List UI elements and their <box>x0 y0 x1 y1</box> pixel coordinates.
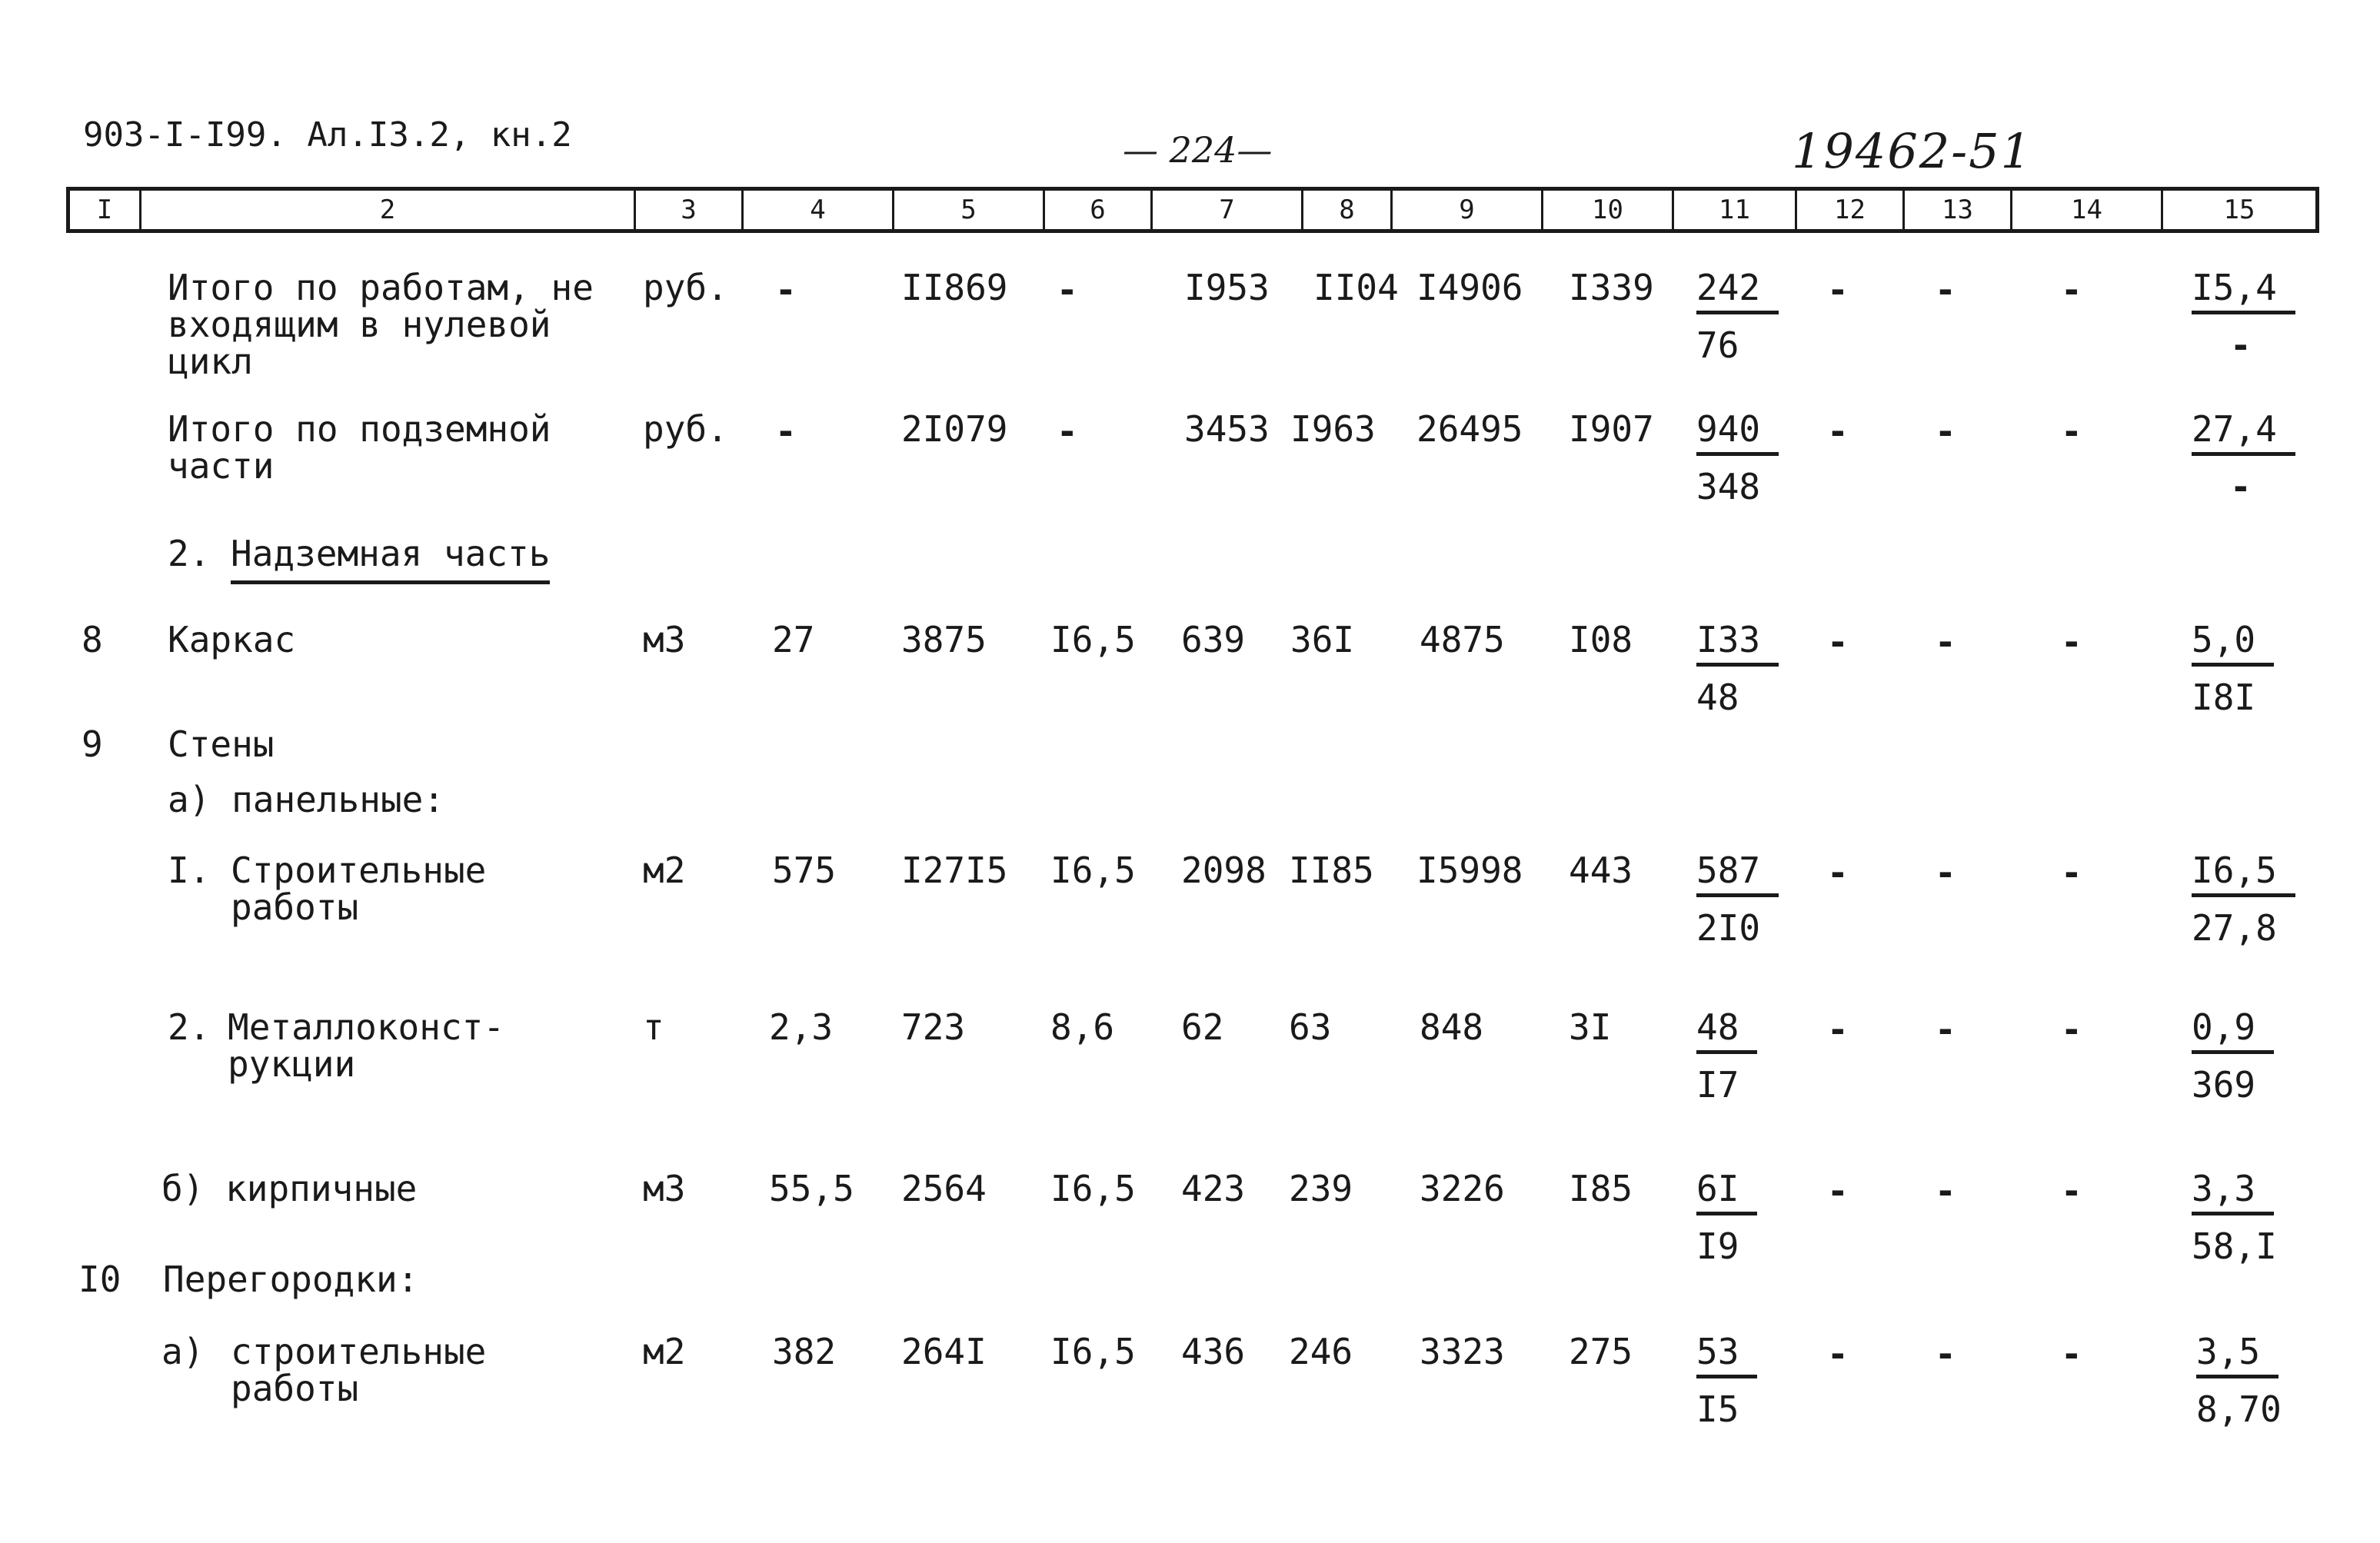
row-c11-denominator: 48 <box>1696 677 1739 718</box>
column-number: 5 <box>894 191 1045 229</box>
row-c11-fraction <box>1696 408 1779 507</box>
row-c6: I6,5 <box>1050 850 1136 891</box>
row-c10: I08 <box>1569 619 1633 660</box>
row-c5: I27I5 <box>901 850 1008 891</box>
row-c4: 575 <box>772 850 837 891</box>
column-number: 4 <box>744 191 894 229</box>
row-c15-numerator: I5,4 <box>2192 269 2295 314</box>
row-c12: - <box>1827 269 1849 311</box>
section-number: 2. <box>168 533 211 574</box>
row-c6: I6,5 <box>1050 1168 1136 1209</box>
row-c15-fraction <box>2192 621 2274 716</box>
row-c7: 423 <box>1181 1168 1246 1209</box>
row-c8: 36I <box>1290 619 1355 660</box>
row-c14: - <box>2061 269 2082 311</box>
row-c12: - <box>1827 1170 1849 1212</box>
row-c13: - <box>1935 1009 1956 1050</box>
row-c14: - <box>2061 1009 2082 1050</box>
row-name: Строительные работы <box>231 850 487 928</box>
row-c6: - <box>1057 269 1078 311</box>
row-c15-denominator: - <box>2230 324 2252 366</box>
row-c8: 63 <box>1289 1006 1332 1048</box>
row-c13: - <box>1935 411 1956 452</box>
row-c14: - <box>2061 621 2082 663</box>
row-name: Итого по работам, не входящим в нулевой цикл <box>168 267 594 382</box>
column-number: 12 <box>1797 191 1905 229</box>
row-c11-denominator: 348 <box>1696 466 1761 507</box>
row-c8: 239 <box>1289 1168 1353 1209</box>
row-c13: - <box>1935 269 1956 311</box>
row-c15-fraction <box>2192 408 2295 507</box>
row-item-marker: 2. <box>168 1006 211 1048</box>
row-c11-fraction <box>1696 1006 1757 1106</box>
row-c12: - <box>1827 411 1849 452</box>
row-name: Металлоконст- рукции <box>228 1006 505 1085</box>
row-c4: 2,3 <box>769 1006 834 1048</box>
row-c13: - <box>1935 852 1956 893</box>
row-c9: 26495 <box>1416 408 1523 450</box>
row-unit: м3 <box>643 619 686 660</box>
inventory-number: 19462-51 <box>1792 123 2033 179</box>
row-name: б) кирпичные <box>161 1168 418 1209</box>
row-c11-numerator: 6I <box>1696 1170 1757 1215</box>
row-c11-fraction <box>1696 621 1779 716</box>
row-c15-numerator: 27,4 <box>2192 411 2295 456</box>
row-c15-fraction <box>2192 269 2295 364</box>
row-c11-numerator: 53 <box>1696 1333 1757 1378</box>
row-c5: 2I079 <box>901 408 1008 450</box>
row-c7: I953 <box>1184 267 1270 308</box>
row-c11-numerator: 48 <box>1696 1009 1757 1054</box>
row-c11-denominator: I9 <box>1696 1225 1739 1267</box>
row-c10: 275 <box>1569 1331 1633 1372</box>
section-title: Надземная часть <box>231 533 550 584</box>
row-c11-denominator: I7 <box>1696 1064 1739 1106</box>
row-c5: 3875 <box>901 619 987 660</box>
row-c6: I6,5 <box>1050 619 1136 660</box>
row-c10: I339 <box>1569 267 1654 308</box>
row-c15-numerator: 3,5 <box>2196 1333 2278 1378</box>
column-number: 2 <box>141 191 636 229</box>
row-c15-fraction <box>2192 1006 2274 1106</box>
row-unit: м2 <box>643 1331 686 1372</box>
row-c8: I963 <box>1290 408 1376 450</box>
row-c15-denominator: 8,70 <box>2196 1388 2282 1430</box>
row-c4: - <box>775 269 797 311</box>
row-c11-numerator: 587 <box>1696 852 1779 897</box>
row-c11-numerator: I33 <box>1696 621 1779 667</box>
row-c14: - <box>2061 411 2082 452</box>
column-number: 8 <box>1303 191 1393 229</box>
row-c6: I6,5 <box>1050 1331 1136 1372</box>
row-c11-fraction <box>1696 1170 1757 1265</box>
row-c12: - <box>1827 621 1849 663</box>
row-c8: 246 <box>1289 1331 1353 1372</box>
row-item-marker: I. <box>168 850 211 891</box>
column-number: 11 <box>1674 191 1797 229</box>
row-c15-numerator: 5,0 <box>2192 621 2274 667</box>
row-c5: 264I <box>901 1331 987 1372</box>
row-c8: II04 <box>1313 267 1399 308</box>
subsection-text: а) панельные: <box>168 779 445 820</box>
row-c14: - <box>2061 1170 2082 1212</box>
column-number: 10 <box>1543 191 1674 229</box>
row-c7: 436 <box>1181 1331 1246 1372</box>
row-unit: т <box>643 1006 664 1048</box>
row-c11-denominator: I5 <box>1696 1388 1739 1430</box>
row-c4: 55,5 <box>769 1168 854 1209</box>
column-number: I <box>70 191 141 229</box>
row-c12: - <box>1827 1009 1849 1050</box>
row-c15-fraction <box>2196 1333 2282 1428</box>
row-c10: I85 <box>1569 1168 1633 1209</box>
row-c11-numerator: 940 <box>1696 411 1779 456</box>
row-item-marker: а) <box>161 1331 205 1372</box>
row-c7: 62 <box>1181 1006 1224 1048</box>
row-number: 9 <box>82 723 103 765</box>
row-c13: - <box>1935 1333 1956 1375</box>
row-c15-denominator: I8I <box>2192 677 2256 718</box>
row-number: I0 <box>78 1259 121 1300</box>
row-c4: - <box>775 411 797 452</box>
row-c15-numerator: 0,9 <box>2192 1009 2274 1054</box>
row-c10: 443 <box>1569 850 1633 891</box>
row-c4: 27 <box>772 619 815 660</box>
row-c4: 382 <box>772 1331 837 1372</box>
row-c5: 2564 <box>901 1168 987 1209</box>
row-c9: 848 <box>1420 1006 1484 1048</box>
row-c9: I5998 <box>1416 850 1523 891</box>
column-number: 3 <box>636 191 744 229</box>
row-unit: м3 <box>643 1168 686 1209</box>
document-code: 903-I-I99. Ал.I3.2, кн.2 <box>83 115 572 155</box>
row-c11-fraction <box>1696 850 1779 949</box>
column-number: 9 <box>1393 191 1543 229</box>
row-c9: 3226 <box>1420 1168 1505 1209</box>
column-number: 6 <box>1045 191 1153 229</box>
row-unit: м2 <box>643 850 686 891</box>
row-c8: II85 <box>1289 850 1374 891</box>
row-c12: - <box>1827 852 1849 893</box>
column-number: 15 <box>2223 195 2255 225</box>
row-c9: I4906 <box>1416 267 1523 308</box>
row-c15-fraction <box>2192 850 2295 949</box>
row-c13: - <box>1935 1170 1956 1212</box>
row-c10: 3I <box>1569 1006 1612 1048</box>
row-c15-denominator: 27,8 <box>2192 907 2277 949</box>
column-number: 14 <box>2012 191 2163 229</box>
row-c9: 3323 <box>1420 1331 1505 1372</box>
row-c10: I907 <box>1569 408 1654 450</box>
row-c5: II869 <box>901 267 1008 308</box>
row-c15-numerator: I6,5 <box>2192 852 2295 897</box>
row-c11-numerator: 242 <box>1696 269 1779 314</box>
row-c11-denominator: 76 <box>1696 324 1739 366</box>
row-c11-fraction <box>1696 269 1779 364</box>
row-number: 8 <box>82 619 103 660</box>
row-c14: - <box>2061 852 2082 893</box>
row-c9: 4875 <box>1420 619 1505 660</box>
column-number-header <box>66 187 2319 233</box>
row-unit: руб. <box>643 267 728 308</box>
column-number: 7 <box>1153 191 1303 229</box>
row-c15-numerator: 3,3 <box>2192 1170 2274 1215</box>
row-c15-denominator: - <box>2230 466 2252 507</box>
row-c13: - <box>1935 621 1956 663</box>
row-c7: 639 <box>1181 619 1246 660</box>
row-name: Стены <box>168 723 275 765</box>
row-unit: руб. <box>643 408 728 450</box>
row-c11-fraction <box>1696 1333 1757 1428</box>
row-c6: 8,6 <box>1050 1006 1115 1048</box>
row-name: Итого по подземной части <box>168 408 551 487</box>
row-c15-denominator: 369 <box>2192 1064 2256 1106</box>
row-c15-fraction <box>2192 1170 2277 1265</box>
row-c14: - <box>2061 1333 2082 1375</box>
row-name: строительные работы <box>231 1331 487 1409</box>
column-number: 13 <box>1905 191 2012 229</box>
row-c12: - <box>1827 1333 1849 1375</box>
row-c11-denominator: 2I0 <box>1696 907 1761 949</box>
row-c7: 2098 <box>1181 850 1267 891</box>
row-c7: 3453 <box>1184 408 1270 450</box>
row-name: Каркас <box>168 619 296 660</box>
page-number: — 224— <box>1123 129 1273 171</box>
row-c5: 723 <box>901 1006 966 1048</box>
row-name: Перегородки: <box>163 1259 419 1300</box>
row-c15-denominator: 58,I <box>2192 1225 2277 1267</box>
row-c6: - <box>1057 411 1078 452</box>
